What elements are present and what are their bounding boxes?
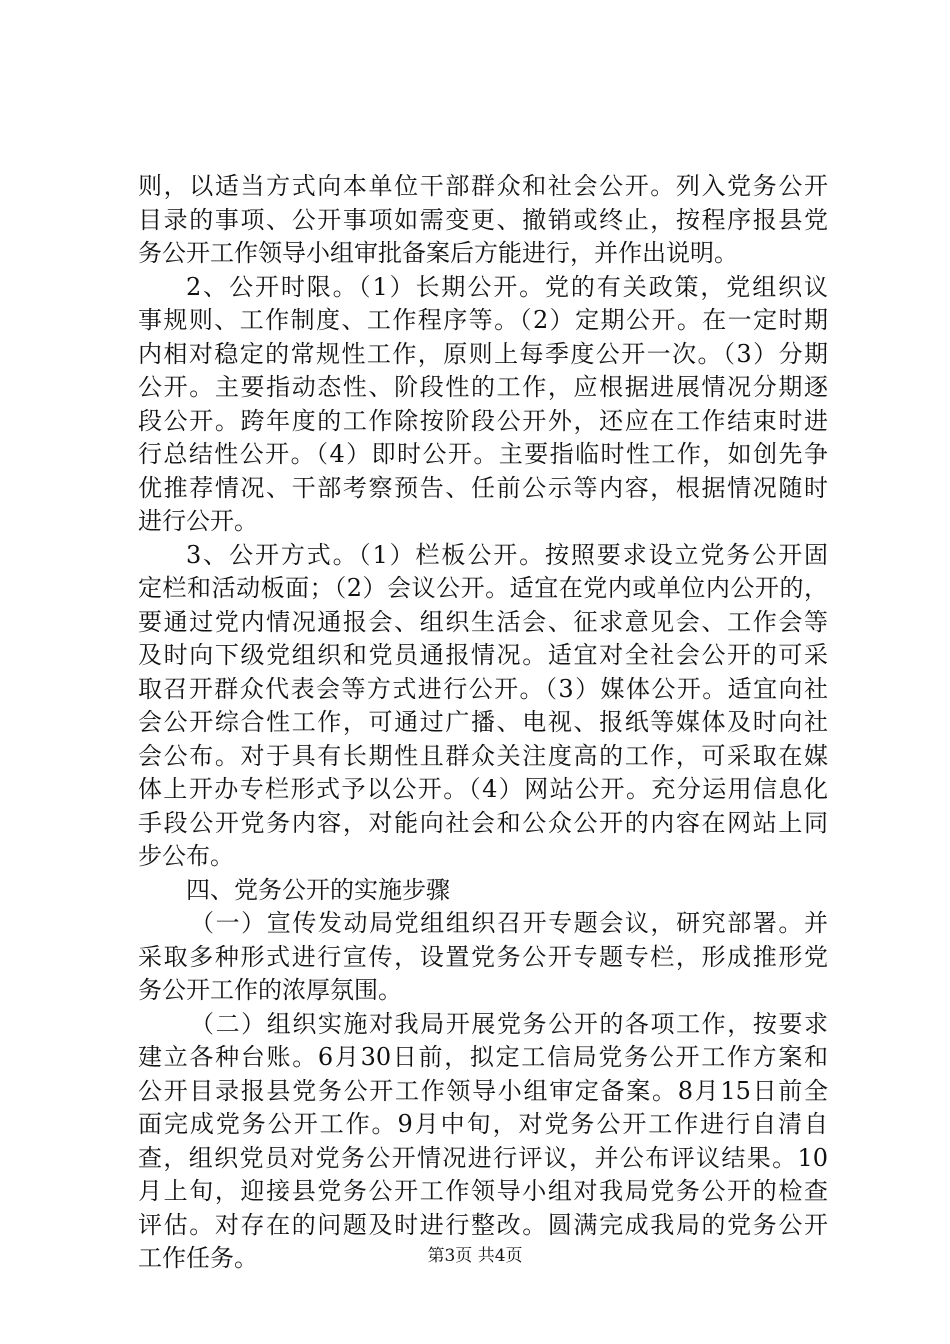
text-line: 3、公开方式。（1）栏板公开。按照要求设立党务公开固 [186, 540, 828, 569]
text-line: （一）宣传发动局党组组织召开专题会议，研究部署。并 [190, 909, 828, 937]
text-line: （二）组织实施对我局开展党务公开的各项工作，按要求 [190, 1009, 828, 1038]
text-line: 会公开综合性工作，可通过广播、电视、报纸等媒体及时向社 [138, 708, 828, 736]
text-line: 事规则、工作制度、工作程序等。（2）定期公开。在一定时期 [138, 306, 828, 334]
text-line: 评估。对存在的问题及时进行整改。圆满完成我局的党务公开 [138, 1210, 828, 1239]
text-line: 公开。主要指动态性、阶段性的工作，应根据进展情况分期逐 [138, 373, 828, 401]
text-line: 定栏和活动板面；（2）会议公开。适宜在党内或单位内公开的， [138, 574, 828, 602]
text-line: 步公布。 [138, 842, 234, 870]
text-line: 采取多种形式进行宣传，设置党务公开专题专栏，形成推形党 [138, 942, 828, 971]
text-line: 取召开群众代表会等方式进行公开。（3）媒体公开。适宜向社 [138, 674, 828, 703]
text-line: 四、党务公开的实施步骤 [186, 875, 450, 904]
text-line: 进行公开。 [138, 507, 258, 535]
text-line: 体上开办专栏形式予以公开。（4）网站公开。充分运用信息化 [138, 775, 828, 803]
page-footer: 第3页 共4页 [427, 1246, 523, 1266]
text-line: 建立各种台账。6月30日前，拟定工信局党务公开工作方案和 [138, 1043, 828, 1071]
text-line: 务公开工作的浓厚氛围。 [138, 976, 402, 1004]
text-line: 手段公开党务内容，对能向社会和公众公开的内容在网站上同 [138, 808, 828, 837]
text-line: 行总结性公开。（4）即时公开。主要指临时性工作，如创先争 [138, 440, 828, 468]
text-line: 2、公开时限。（1）长期公开。党的有关政策，党组织议 [186, 272, 828, 301]
text-line: 公开目录报县党务公开工作领导小组审定备案。8月15日前全 [138, 1076, 828, 1105]
document-body [138, 170, 828, 1276]
text-line: 要通过党内情况通报会、组织生活会、征求意见会、工作会等 [138, 607, 828, 636]
text-line: 段公开。跨年度的工作除按阶段公开外，还应在工作结束时进 [138, 406, 828, 435]
text-line: 优推荐情况、干部考察预告、任前公示等内容，根据情况随时 [138, 473, 828, 502]
text-line: 及时向下级党组织和党员通报情况。适宜对全社会公开的可采 [138, 641, 828, 669]
text-line: 月上旬，迎接县党务公开工作领导小组对我局党务公开的检查 [138, 1177, 828, 1205]
text-line: 面完成党务公开工作。9月中旬，对党务公开工作进行自清自 [138, 1110, 828, 1138]
text-line: 内相对稳定的常规性工作，原则上每季度公开一次。（3）分期 [138, 339, 828, 368]
text-line: 会公布。对于具有长期性且群众关注度高的工作，可采取在媒 [138, 741, 828, 770]
text-line: 工作任务。 [138, 1244, 258, 1272]
text-line: 目录的事项、公开事项如需变更、撤销或终止，按程序报县党 [138, 205, 828, 234]
text-line: 务公开工作领导小组审批备案后方能进行，并作出说明。 [138, 239, 738, 267]
text-line: 查，组织党员对党务公开情况进行评议，并公布评议结果。10 [138, 1143, 828, 1172]
text-line: 则，以适当方式向本单位干部群众和社会公开。列入党务公开 [138, 172, 828, 200]
